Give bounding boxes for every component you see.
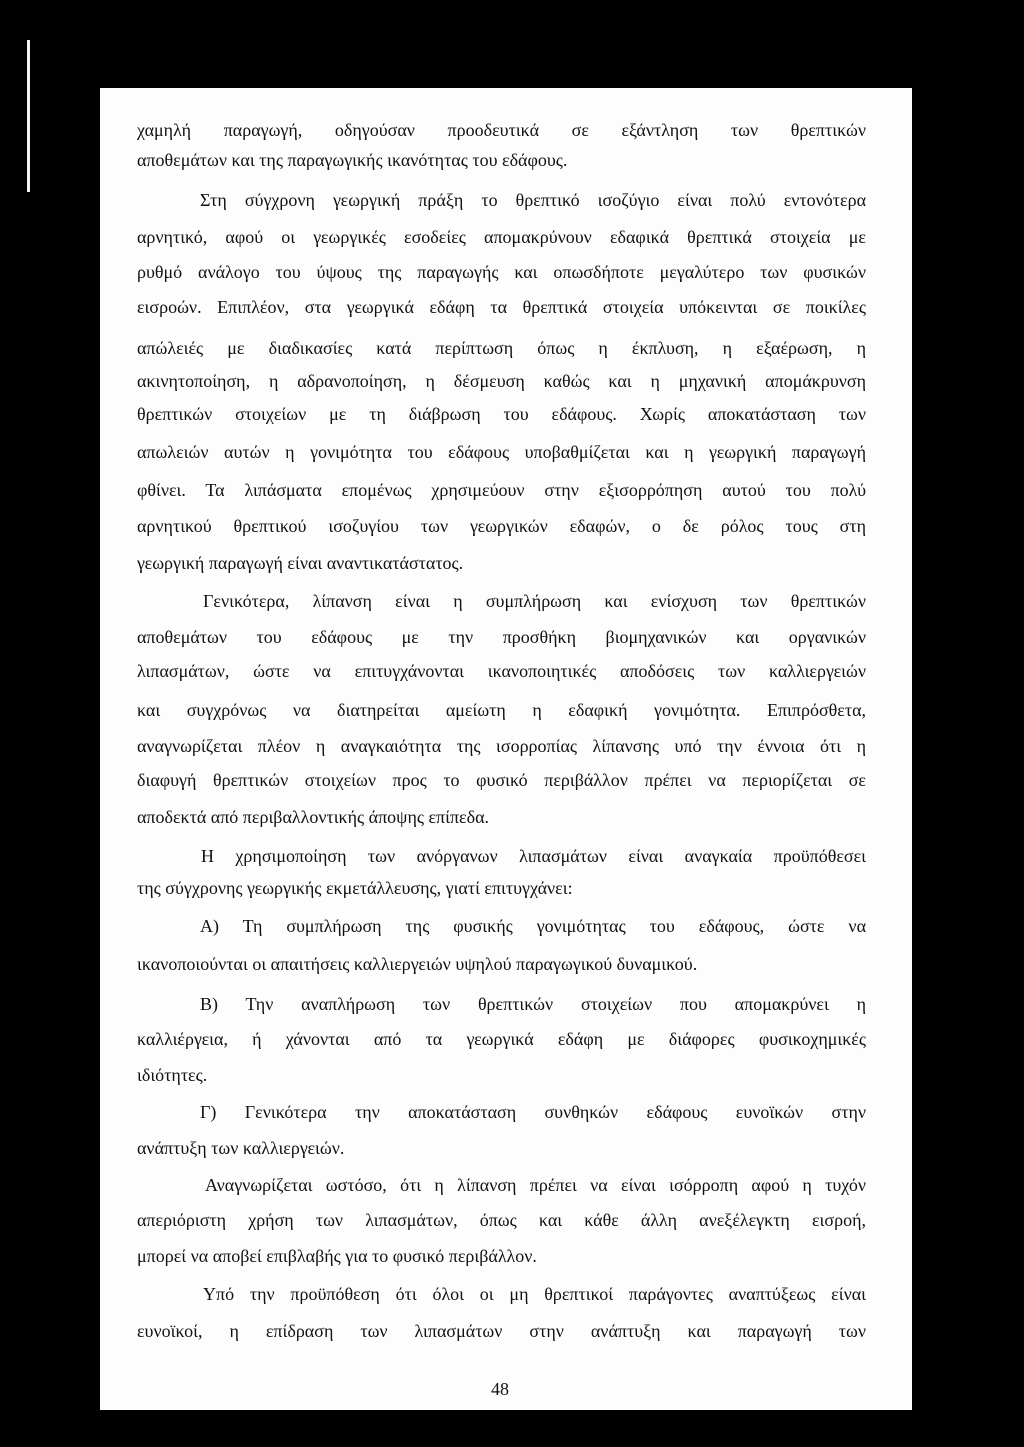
text-line: μπορεί να αποβεί επιβλαβής για το φυσικό περιβάλλον. xyxy=(137,1246,537,1266)
text-line: αρνητικού θρεπτικού ισοζυγίου των γεωργικών εδαφών, ο δε ρόλος τους στη xyxy=(137,516,866,536)
text-line: εισροών. Επιπλέον, στα γεωργικά εδάφη τα θρεπτικά στοιχεία υπόκεινται σε ποικίλες xyxy=(137,297,866,317)
text-line: Α) Τη συμπλήρωση της φυσικής γονιμότητας του εδάφους, ώστε να xyxy=(200,916,866,936)
scan-edge-line xyxy=(27,40,30,192)
text-line: ικανοποιούνται οι απαιτήσεις καλλιεργειών υψηλού παραγωγικού δυναμικού. xyxy=(137,954,698,974)
text-line: αποδεκτά από περιβαλλοντικής άποψης επίπεδα. xyxy=(137,807,490,827)
text-line: φθίνει. Τα λιπάσματα επομένως χρησιμεύουν στην εξισορρόπηση αυτού του πολύ xyxy=(137,480,866,500)
text-line: απεριόριστη χρήση των λιπασμάτων, όπως και κάθε άλλη ανεξέλεγκτη εισροή, xyxy=(137,1210,866,1230)
text-line: αποθεμάτων του εδάφους με την προσθήκη βιομηχανικών και οργανικών xyxy=(137,627,866,647)
text-line: ρυθμό ανάλογο του ύψους της παραγωγής και οπωσδήποτε μεγαλύτερο των φυσικών xyxy=(137,262,866,282)
text-line: αναγνωρίζεται πλέον η αναγκαιότητα της ισορροπίας λίπανσης υπό την έννοια ότι η xyxy=(137,736,866,756)
text-line: θρεπτικών στοιχείων με τη διάβρωση του εδάφους. Χωρίς αποκατάσταση των xyxy=(137,404,866,424)
text-line: Γ) Γενικότερα την αποκατάσταση συνθηκών εδάφους ευνοϊκών στην xyxy=(200,1102,866,1122)
text-line: απώλειές με διαδικασίες κατά περίπτωση όπως η έκπλυση, η εξαέρωση, η xyxy=(137,338,866,358)
text-line: της σύγχρονης γεωργικής εκμετάλλευσης, γιατί επιτυγχάνει: xyxy=(137,878,573,898)
text-line: διαφυγή θρεπτικών στοιχείων προς το φυσικό περιβάλλον πρέπει να περιορίζεται σε xyxy=(137,770,866,790)
text-line: Γενικότερα, λίπανση είναι η συμπλήρωση και ενίσχυση των θρεπτικών xyxy=(203,591,866,611)
text-line: απωλειών αυτών η γονιμότητα του εδάφους υποβαθμίζεται και η γεωργική παραγωγή xyxy=(137,442,866,462)
text-line: καλλιέργεια, ή χάνονται από τα γεωργικά εδάφη με διάφορες φυσικοχημικές xyxy=(137,1029,866,1049)
text-line: Στη σύγχρονη γεωργική πράξη το θρεπτικό ισοζύγιο είναι πολύ εντονότερα xyxy=(200,190,866,210)
text-line: αποθεμάτων και της παραγωγικής ικανότητας του εδάφους. xyxy=(137,150,568,170)
text-line: Αναγνωρίζεται ωστόσο, ότι η λίπανση πρέπει να είναι ισόρροπη αφού η τυχόν xyxy=(205,1175,866,1195)
text-line: ευνοϊκοί, η επίδραση των λιπασμάτων στην ανάπτυξη και παραγωγή των xyxy=(137,1321,866,1341)
text-line: ανάπτυξη των καλλιεργειών. xyxy=(137,1138,345,1158)
text-line: ακινητοποίηση, η αδρανοποίηση, η δέσμευση καθώς και η μηχανική απομάκρυνση xyxy=(137,371,866,391)
text-line: Η χρησιμοποίηση των ανόργανων λιπασμάτων είναι αναγκαία προϋπόθεσει xyxy=(201,846,866,866)
text-line: αρνητικό, αφού οι γεωργικές εσοδείες απομακρύνουν εδαφικά θρεπτικά στοιχεία με xyxy=(137,227,866,247)
page-number: 48 xyxy=(491,1379,509,1399)
text-line: γεωργική παραγωγή είναι αναντικατάστατος. xyxy=(137,553,464,573)
text-line: χαμηλή παραγωγή, οδηγούσαν προοδευτικά σε εξάντληση των θρεπτικών xyxy=(137,120,866,140)
text-line: ιδιότητες. xyxy=(137,1065,208,1085)
text-line: Υπό την προϋπόθεση ότι όλοι οι μη θρεπτικοί παράγοντες αναπτύξεως είναι xyxy=(203,1284,866,1304)
text-line: και συγχρόνως να διατηρείται αμείωτη η εδαφική γονιμότητα. Επιπρόσθετα, xyxy=(137,700,866,720)
text-line: λιπασμάτων, ώστε να επιτυγχάνονται ικανοποιητικές αποδόσεις των καλλιεργειών xyxy=(137,661,866,681)
text-line: Β) Την αναπλήρωση των θρεπτικών στοιχείων που απομακρύνει η xyxy=(200,994,866,1014)
